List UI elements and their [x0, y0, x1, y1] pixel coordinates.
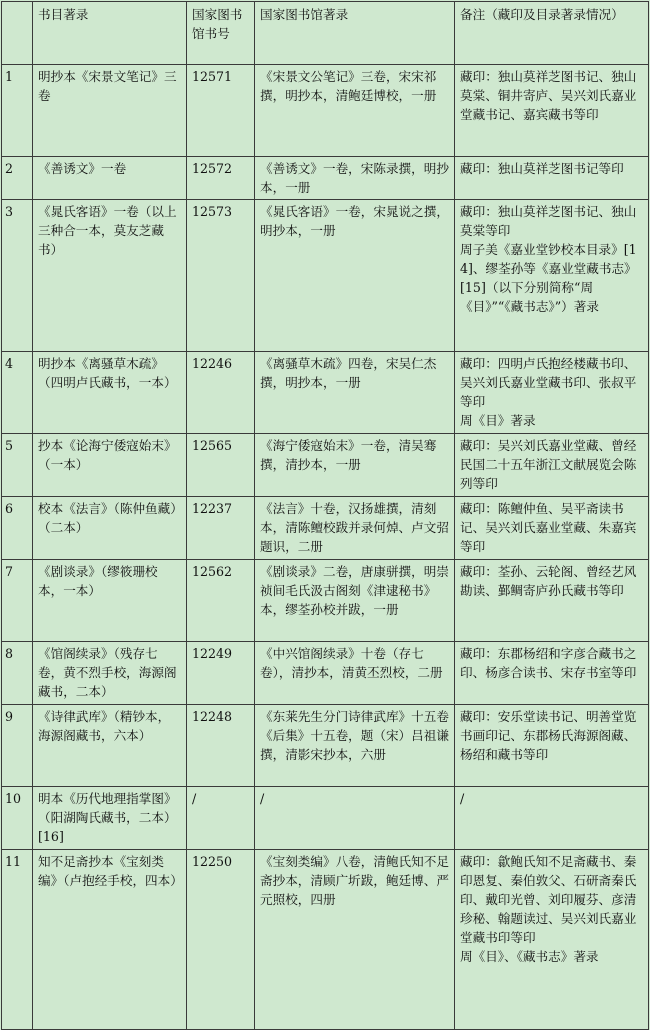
row-index: 10 — [2, 787, 33, 850]
row-note: / — [455, 787, 649, 850]
row-note-catalog: 周《目》著录 — [460, 413, 536, 428]
row-title: 抄本《论海宁倭寇始末》（一本） — [33, 434, 187, 497]
catalog-table — [1, 1, 649, 1030]
row-title: 《善诱文》一卷 — [33, 157, 187, 200]
table-row — [2, 434, 649, 497]
row-note-seals: 藏印：歙鲍氏知不足斋藏书、秦印恩复、秦伯敦父、石研斋秦氏印、戴印光曾、刘印履芬、彦清珍秘、翰题读过、吴兴刘氏嘉业堂藏书印等印 — [460, 854, 637, 945]
table-row — [2, 850, 649, 1030]
row-note-catalog: 周子美《嘉业堂钞校本目录》[14]、缪荃孙等《嘉业堂藏书志》[15]（以下分别简称“周《目》”“《藏书志》”）著录 — [460, 242, 637, 314]
row-title: 明抄本《宋景文笔记》三卷 — [33, 65, 187, 157]
row-index: 6 — [2, 497, 33, 560]
header-row — [2, 2, 649, 65]
row-callno: 12562 — [187, 560, 255, 642]
row-index: 7 — [2, 560, 33, 642]
header-index — [2, 2, 33, 65]
row-callno: 12249 — [187, 642, 255, 705]
row-index: 1 — [2, 65, 33, 157]
row-note-seals: 藏印：四明卢氏抱经楼藏书印、吴兴刘氏嘉业堂藏书印、张叔平等印 — [460, 356, 637, 409]
row-note-catalog: 周《目》、《藏书志》著录 — [460, 949, 599, 964]
row-callno: 12571 — [187, 65, 255, 157]
row-nlc: 《晁氏客语》一卷，宋晁说之撰，明抄本，一册 — [255, 200, 455, 352]
row-callno: 12572 — [187, 157, 255, 200]
row-nlc: 《中兴馆阁续录》十卷（存七卷），清抄本，清黄丕烈校，二册 — [255, 642, 455, 705]
row-note: 藏印：安乐堂读书记、明善堂览书画印记、东郡杨氏海源阁藏、杨绍和藏书等印 — [455, 705, 649, 787]
row-index: 9 — [2, 705, 33, 787]
row-note — [455, 200, 649, 352]
row-note: 藏印：独山莫祥芝图书记等印 — [455, 157, 649, 200]
header-callno: 国家图书馆书号 — [187, 2, 255, 65]
header-title: 书目著录 — [33, 2, 187, 65]
row-callno: 12246 — [187, 352, 255, 434]
row-nlc: 《宋景文公笔记》三卷，宋宋祁撰，明抄本，清鲍廷博校，一册 — [255, 65, 455, 157]
row-nlc: 《东莱先生分门诗律武库》十五卷《后集》十五卷，题（宋）吕祖谦撰，清影宋抄本，六册 — [255, 705, 455, 787]
table-row — [2, 560, 649, 642]
row-note: 藏印：荃孙、云轮阁、曾经艺风勘读、鄞鲷寄庐孙氏藏书等印 — [455, 560, 649, 642]
row-index: 2 — [2, 157, 33, 200]
table-row — [2, 352, 649, 434]
header-nlc: 国家图书馆著录 — [255, 2, 455, 65]
table-row — [2, 642, 649, 705]
table-row — [2, 705, 649, 787]
row-index: 3 — [2, 200, 33, 352]
row-index: 4 — [2, 352, 33, 434]
row-callno: 12248 — [187, 705, 255, 787]
row-note: 藏印：陈鳣仲鱼、吴平斋读书记、吴兴刘氏嘉业堂藏、朱嘉宾等印 — [455, 497, 649, 560]
table-row — [2, 497, 649, 560]
row-note: 藏印：吴兴刘氏嘉业堂藏、曾经民国二十五年浙江文献展览会陈列等印 — [455, 434, 649, 497]
row-nlc: 《宝刻类编》八卷，清鲍氏知不足斋抄本，清顾广圻跋，鲍廷博、严元照校，四册 — [255, 850, 455, 1030]
row-title: 《馆阁续录》（残存七卷，黄不烈手校，海源阁藏书，二本） — [33, 642, 187, 705]
row-callno: 12565 — [187, 434, 255, 497]
row-nlc: / — [255, 787, 455, 850]
row-callno: 12573 — [187, 200, 255, 352]
row-nlc: 《海宁倭寇始末》一卷，清吴骞撰，清抄本，一册 — [255, 434, 455, 497]
row-callno: 12237 — [187, 497, 255, 560]
row-title: 《剧谈录》（缪筱珊校本，一本） — [33, 560, 187, 642]
row-title: 校本《法言》（陈仲鱼藏）（二本） — [33, 497, 187, 560]
row-title: 《诗律武库》（精钞本，海源阁藏书，六本） — [33, 705, 187, 787]
row-note — [455, 850, 649, 1030]
row-callno: / — [187, 787, 255, 850]
row-index: 5 — [2, 434, 33, 497]
row-note-seals: 藏印：独山莫祥芝图书记、独山莫棠等印 — [460, 204, 637, 238]
table-row — [2, 787, 649, 850]
table-row — [2, 157, 649, 200]
row-index: 8 — [2, 642, 33, 705]
row-note: 藏印：东郡杨绍和字彦合藏书之印、杨彦合读书、宋存书室等印 — [455, 642, 649, 705]
row-callno: 12250 — [187, 850, 255, 1030]
row-nlc: 《善诱文》一卷，宋陈录撰，明抄本，一册 — [255, 157, 455, 200]
row-nlc: 《离骚草木疏》四卷，宋吴仁杰撰，明抄本，一册 — [255, 352, 455, 434]
row-index: 11 — [2, 850, 33, 1030]
row-note — [455, 352, 649, 434]
row-title: 明本《历代地理指掌图》（阳湖陶氏藏书，二本）[16] — [33, 787, 187, 850]
row-nlc: 《剧谈录》二卷，唐康骈撰，明崇祯间毛氏汲古阁刻《津逮秘书》本，缪荃孙校并跋，一册 — [255, 560, 455, 642]
row-title: 明抄本《离骚草木疏》（四明卢氏藏书，一本） — [33, 352, 187, 434]
table-row — [2, 200, 649, 352]
table-row — [2, 65, 649, 157]
header-note: 备注（藏印及目录著录情况） — [455, 2, 649, 65]
row-title: 知不足斋抄本《宝刻类编》（卢抱经手校，四本） — [33, 850, 187, 1030]
row-note: 藏印：独山莫祥芝图书记、独山莫棠、铜井寄庐、吴兴刘氏嘉业堂藏书记、嘉宾藏书等印 — [455, 65, 649, 157]
row-title: 《晁氏客语》一卷（以上三种合一本，莫友芝藏书） — [33, 200, 187, 352]
row-nlc: 《法言》十卷，汉扬雄撰，清刻本，清陈鳣校跋并录何焯、卢文弨题识，二册 — [255, 497, 455, 560]
